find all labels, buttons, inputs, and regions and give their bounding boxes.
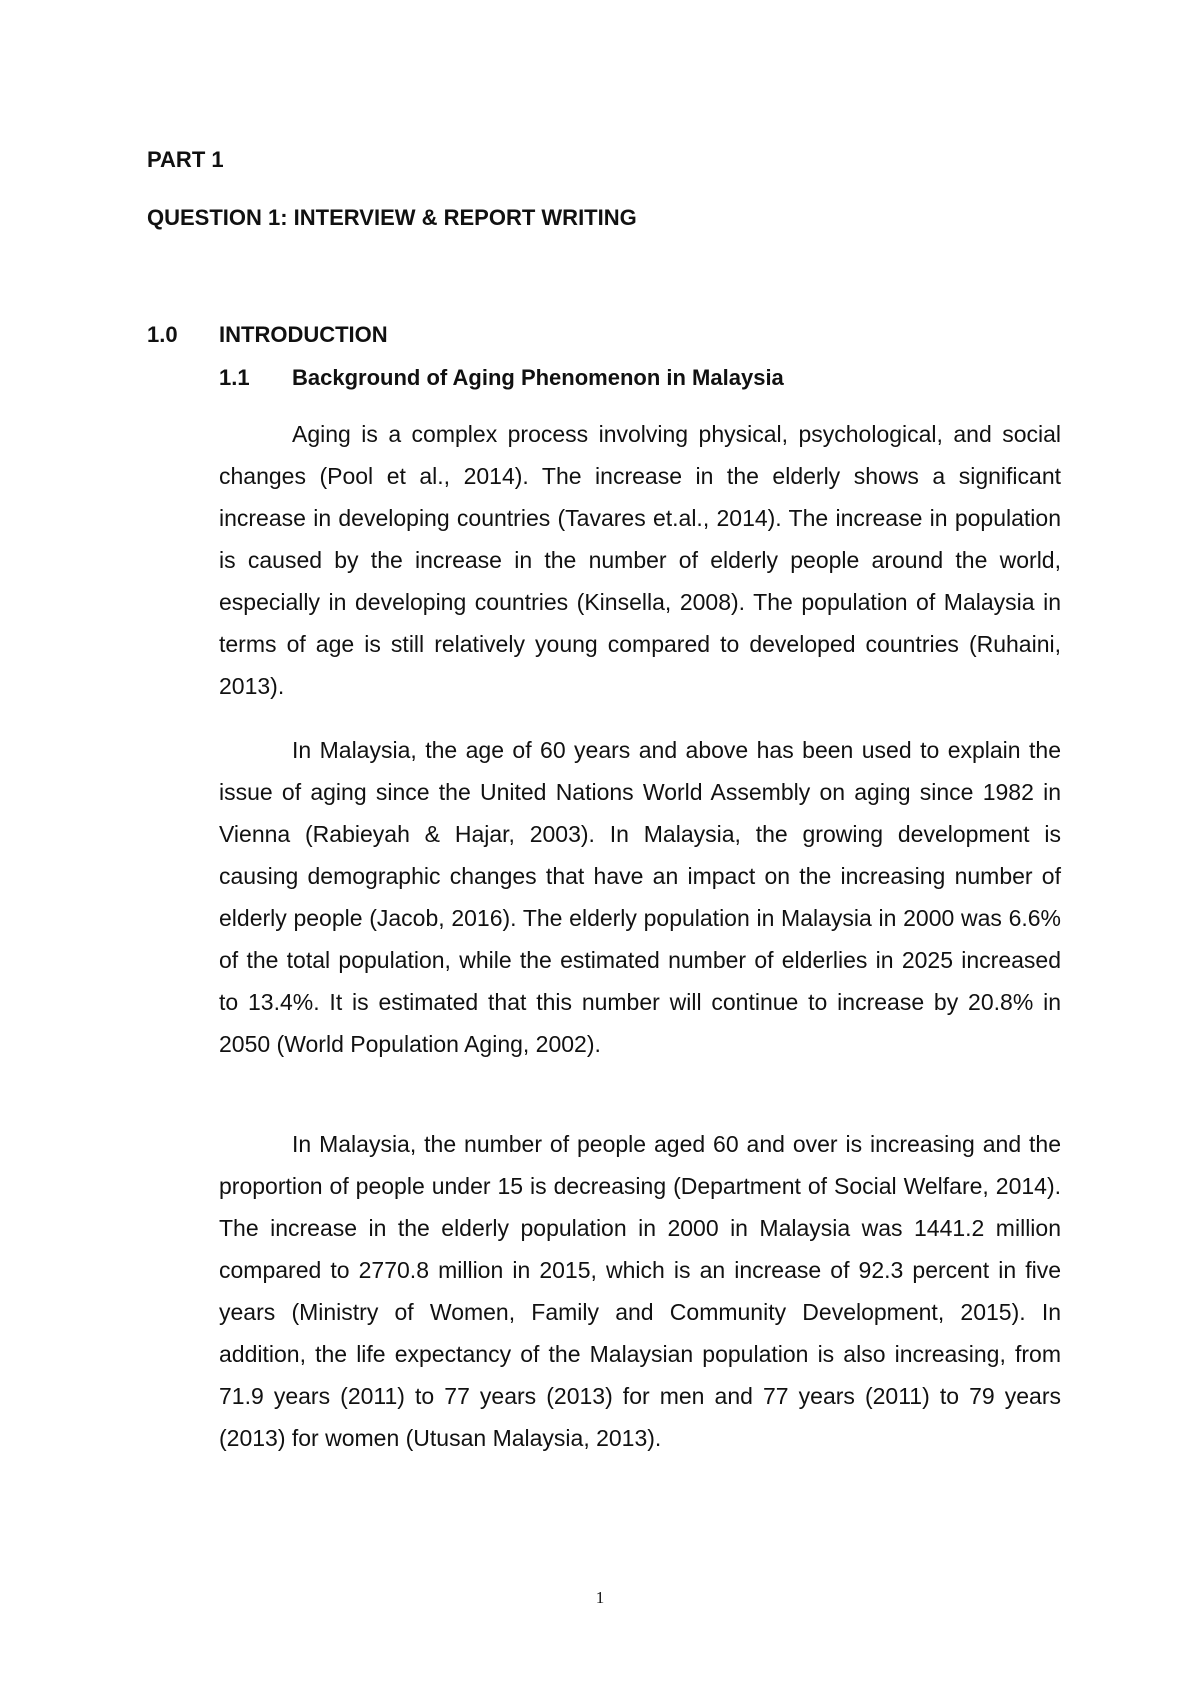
body-paragraph: In Malaysia, the age of 60 years and above has been used to explain the issue of aging since the United Nations World Assembly on aging since 1982 in Vienna (Rabieyah & Hajar, 2003). In Malaysia, the growing development is causing demographic changes that have an impact on the increasing number of elderly people (Jacob, 2016). The elderly population in Malaysia in 2000 was 6.6% of the total population, while the estimated number of elderlies in 2025 increased to 13.4%. It is estimated that this number will continue to increase by 20.8% in 2050 (World Population Aging, 2002). <box>219 737 1061 1057</box>
subsection-number: 1.1 <box>219 365 250 390</box>
subsection-title: Background of Aging Phenomenon in Malaysia <box>292 365 784 390</box>
body-paragraph: Aging is a complex process involving physical, psychological, and social changes (Pool et al., 2014). The increase in the elderly shows a significant increase in developing countries (Tavares et.al., 2014). The increase in population is caused by the increase in the number of elderly people around the world, especially in developing countries (Kinsella, 2008). The population of Malaysia in terms of age is still relatively young compared to developed countries (Ruhaini, 2013). <box>219 421 1061 699</box>
question-title: QUESTION 1: INTERVIEW & REPORT WRITING <box>147 205 637 230</box>
body-paragraph: In Malaysia, the number of people aged 60 and over is increasing and the proportion of people under 15 is decreasing (Department of Social Welfare, 2014). The increase in the elderly population in 2000 in Malaysia was 1441.2 million compared to 2770.8 million in 2015, which is an increase of 92.3 percent in five years (Ministry of Women, Family and Community Development, 2015). In addition, the life expectancy of the Malaysian population is also increasing, from 71.9 years (2011) to 77 years (2013) for men and 77 years (2011) to 79 years (2013) for women (Utusan Malaysia, 2013). <box>219 1131 1061 1451</box>
section-number: 1.0 <box>147 322 178 347</box>
section-title: INTRODUCTION <box>219 322 388 347</box>
part-title: PART 1 <box>147 147 224 172</box>
page-number: 1 <box>595 1588 605 1607</box>
